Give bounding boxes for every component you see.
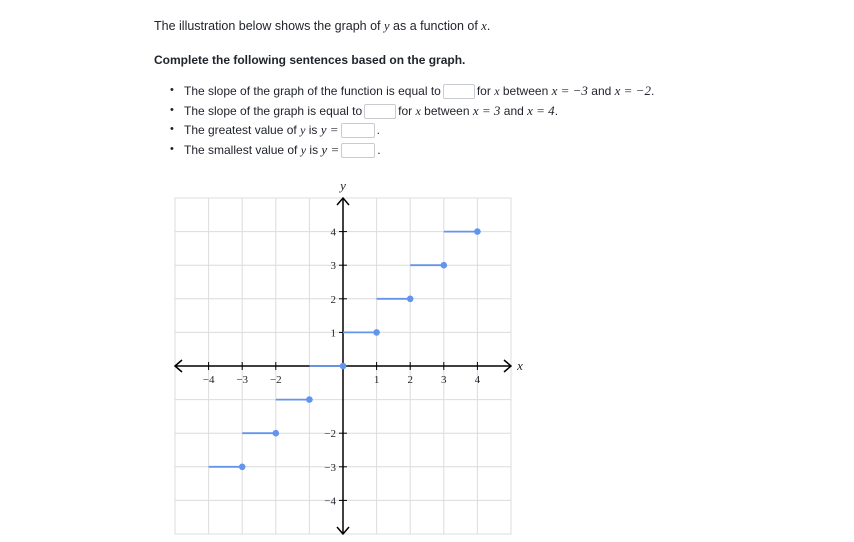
y-tick-label: −2 bbox=[324, 428, 336, 441]
x-tick-label: 2 bbox=[407, 374, 413, 386]
x-tick-label: −2 bbox=[269, 374, 282, 386]
question-3: • The greatest value of y is y = . bbox=[168, 120, 654, 140]
var-x: x bbox=[481, 19, 487, 33]
y-tick-label: 4 bbox=[330, 226, 336, 239]
y-axis-label: y bbox=[340, 178, 346, 193]
intro-text: The illustration below shows the graph of y as a function of x. bbox=[154, 19, 491, 33]
step-closed-endpoint bbox=[273, 430, 280, 437]
x-axis-label: x bbox=[517, 358, 523, 373]
question-4: • The smallest value of y is y = . bbox=[168, 140, 654, 160]
question-1: • The slope of the graph of the function is equal to for x between x = −3 and x = −2. bbox=[168, 81, 654, 101]
y-tick-label: 1 bbox=[330, 327, 336, 340]
y-tick-label: −3 bbox=[324, 461, 336, 474]
x-tick-label: 3 bbox=[441, 374, 447, 386]
step-closed-endpoint bbox=[306, 396, 313, 403]
step-closed-endpoint bbox=[239, 464, 246, 471]
x-tick-label: −4 bbox=[202, 374, 215, 386]
var-y: y bbox=[384, 19, 390, 33]
step-closed-endpoint bbox=[373, 329, 380, 336]
instruction-heading: Complete the following sentences based on the graph. bbox=[154, 53, 466, 67]
step-closed-endpoint bbox=[340, 363, 347, 370]
step-closed-endpoint bbox=[441, 262, 448, 269]
x-tick-label: 4 bbox=[474, 374, 481, 386]
step-closed-endpoint bbox=[407, 296, 414, 303]
y-tick-label: −4 bbox=[324, 495, 336, 508]
question-2: • The slope of the graph is equal to for x between x = 3 and x = 4. bbox=[168, 101, 654, 121]
x-tick-label: −3 bbox=[236, 374, 249, 386]
step-closed-endpoint bbox=[474, 228, 481, 235]
y-tick-label: 3 bbox=[330, 260, 336, 273]
x-tick-label: 1 bbox=[373, 374, 380, 386]
y-tick-label: 2 bbox=[330, 293, 336, 306]
